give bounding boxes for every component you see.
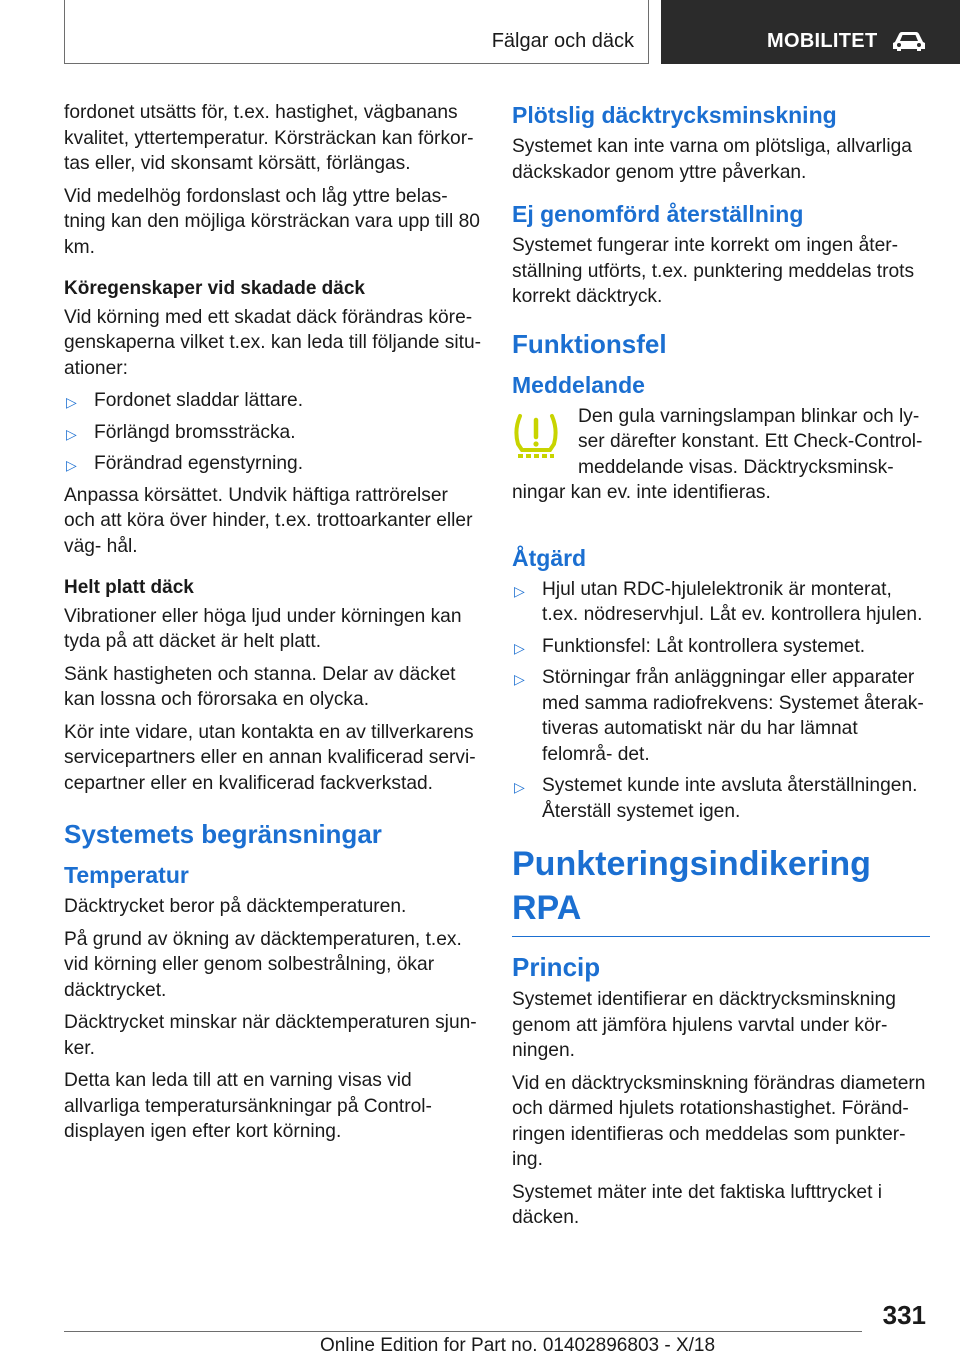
triangle-bullet-icon: ▷ [66,394,77,410]
footer-divider [64,1331,862,1332]
paragraph: fordonet utsätts för, t.ex. hastighet, vägbanans kvalitet, yttertemperatur. Körsträckan kan förkor- tas eller, vid skonsamt körsätt, förlängas. [64,102,474,174]
triangle-bullet-icon: ▷ [514,671,525,687]
heading-action: Åtgärd [512,544,587,571]
list-item: ▷ Funktionsfel: Låt kontrollera systemet. [512,634,930,660]
list-item: ▷ Förändrad egenstyrning. [64,451,482,477]
damaged-tire-list [64,388,482,477]
heading-message: Meddelande [512,371,645,398]
list-item: ▷ Störningar från anläggningar eller apparater med samma radiofrekvens: Systemet återak- tiveras automatiskt när du har lämnat felområ- det. [514,667,924,765]
tire-pressure-warning-icon [512,410,560,466]
paragraph: På grund av ökning av däcktemperaturen, t.ex. vid körning eller genom solbestrålning, ökar däcktrycket. [64,928,462,1001]
heading-system-limits: Systemets begränsningar [64,819,382,849]
paragraph: Systemet kan inte varna om plötsliga, allvarliga däckskador genom yttre påverkan. [512,136,912,183]
header-chapter-title: MOBILITET [767,30,878,52]
subheading-damaged-tire: Köregenskaper vid skadade däck [64,278,365,299]
paragraph: Den gula varningslampan blinkar och ly- ser därefter konstant. Ett Check-Control- meddelande visas. Däcktrycksminsk- ningar kan ev. inte identifieras. [512,405,923,503]
paragraph: Vid körning med ett skadat däck förändras köre- genskaperna vilket t.ex. kan leda till följande situ- ationer: [64,306,482,379]
warning-message-block [512,404,930,513]
list-item: ▷ Fordonet sladdar lättare. [64,388,482,414]
list-item: ▷ Hjul utan RDC-hjulelektronik är monterat, t.ex. nödreservhjul. Låt ev. kontrollera hjulen. [514,578,923,625]
footer-edition: Online Edition for Part no. 01402896803 - X/18 [320,1335,716,1356]
paragraph: Däcktrycket beror på däcktemperaturen. [64,896,407,917]
triangle-bullet-icon: ▷ [66,457,77,473]
paragraph: Sänk hastigheten och stanna. Delar av däcket kan lossna och förorsaka en olycka. [64,663,456,710]
heading-temperature: Temperatur [64,862,189,888]
triangle-bullet-icon: ▷ [514,639,525,656]
heading-sudden-pressure-loss: Plötslig däcktrycksminskning [512,102,837,128]
heading-reset-not-done: Ej genomförd återställning [512,201,804,227]
paragraph: Kör inte vidare, utan kontakta en av tillverkarens servicepartners eller en annan kvalificerad servi- cepartner eller en kvalificerad fackverkstad. [64,721,476,794]
header-chapter-box [661,0,960,64]
paragraph: Vibrationer eller höga ljud under körningen kan tyda på att däcket är helt platt. [64,605,462,652]
paragraph: Detta kan leda till att en varning visas vid allvarliga temperatursänkningar på Control-displayen igen efter kort körning. [64,1070,432,1142]
header-section-title: Fälgar och däck [491,30,634,52]
paragraph: Anpassa körsättet. Undvik häftiga rattrörelser och att köra över hinder, t.ex. trottoarkanter eller väg- hål. [64,484,473,557]
heading-principle: Princip [512,952,601,982]
paragraph: Däcktrycket minskar när däcktemperaturen sjun- ker. [64,1012,477,1059]
left-column [64,100,482,1152]
list-item: ▷ Systemet kunde inte avsluta återställningen. Återställ systemet igen. [514,775,918,822]
action-list [512,577,930,825]
triangle-bullet-icon: ▷ [66,425,77,442]
paragraph: Systemet mäter inte det faktiska lufttrycket i däcken. [512,1181,883,1228]
triangle-bullet-icon: ▷ [514,582,525,599]
subheading-flat-tire: Helt platt däck [64,577,194,598]
car-icon [891,30,927,52]
header-section-box [64,0,649,64]
right-column [512,100,930,1238]
list-item: ▷ Förlängd bromssträcka. [64,420,482,446]
triangle-bullet-icon: ▷ [514,779,525,795]
heading-malfunction: Funktionsfel [512,328,667,359]
paragraph: Vid medelhög fordonslast och låg yttre belas- tning kan den möjliga körsträckan vara upp till 80 km. [64,185,480,258]
paragraph: Vid en däcktrycksminskning förändras diametern och därmed hjulets rotationshastighet. Föränd- ringen identifieras och meddelas som punkter- ing. [512,1072,926,1170]
paragraph: Systemet identifierar en däcktrycksminskning genom att jämföra hjulens varvtal under kör- ningen. [512,989,896,1061]
page-number: 331 [882,1300,926,1330]
heading-rpa: Punkteringsindikering RPA [512,842,930,937]
paragraph: Systemet fungerar inte korrekt om ingen åter- ställning utförts, t.ex. punktering meddelas trots korrekt däcktryck. [512,235,915,307]
